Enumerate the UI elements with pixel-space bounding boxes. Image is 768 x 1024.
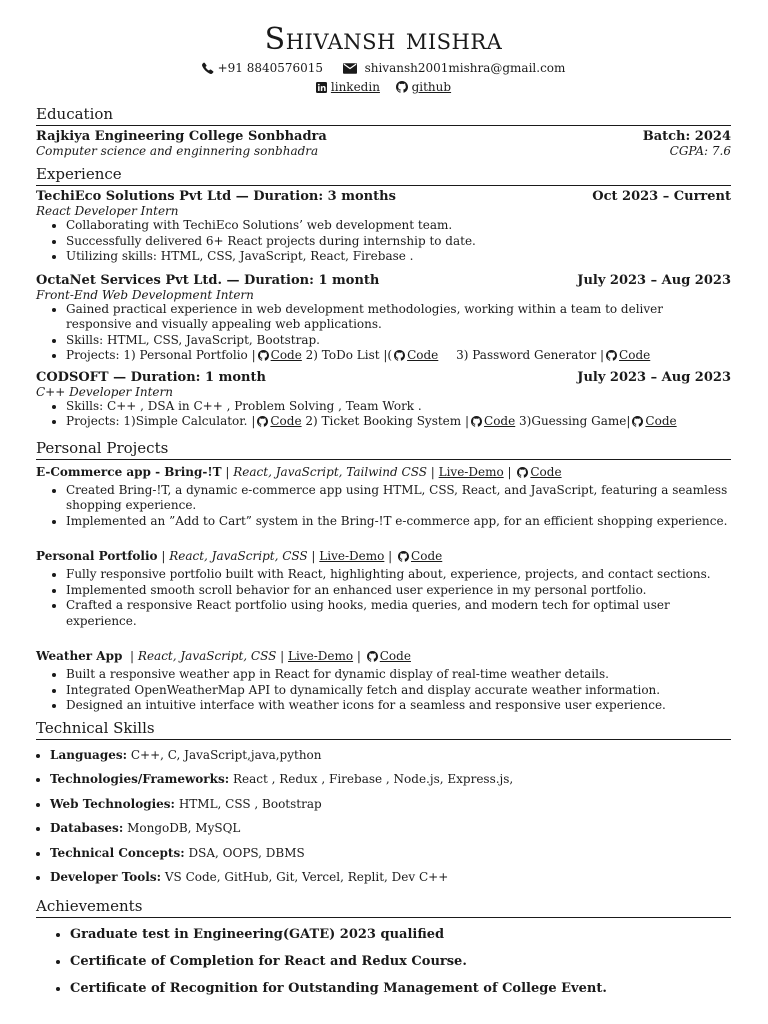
- github-icon: [258, 350, 269, 366]
- job-entry: [36, 370, 731, 432]
- job-bullets: [36, 302, 731, 366]
- education-entry: [36, 129, 731, 158]
- skill-value: HTML, CSS , Bootstrap: [178, 796, 322, 811]
- github-icon: [517, 465, 528, 483]
- job-bullets: [36, 218, 731, 265]
- list-item: • Fully responsive portfolio built with React, highlighting about, experience, projects, and contact sections.: [66, 567, 731, 583]
- achievements-list: [36, 921, 731, 1002]
- github-icon: [398, 549, 409, 567]
- skill-label: Languages:: [50, 747, 128, 762]
- list-item: [50, 841, 731, 866]
- github-icon: [257, 416, 268, 432]
- list-item: • Gained practical experience in web development methodologies, working within a team to deliver responsive and visually appealing web applications.: [66, 302, 731, 333]
- code-link[interactable]: Code: [379, 649, 411, 663]
- phone-icon: [202, 62, 214, 79]
- live-demo-link[interactable]: Live-Demo: [319, 549, 385, 563]
- list-item: [50, 743, 731, 768]
- section-projects-heading: Personal Projects: [36, 438, 731, 460]
- project-entry: E-Commerce app - Bring-!T | React, JavaScript, Tailwind CSS | Live-Demo | Code • Created Bring-!T, a dynamic e-commerce app using HTML, CSS, React, and JavaScript, featuring a seamless shopping experience. • Implemented an ”Add to Cart” system in the Bring-!T e-commerce app, for an efficient shopping experience.: [36, 463, 731, 530]
- project-stack: React, JavaScript, CSS: [137, 649, 277, 663]
- list-item: • Graduate test in Engineering(GATE) 2023 qualified: [70, 921, 731, 948]
- job-entry: [36, 273, 731, 366]
- github-icon: [396, 81, 408, 98]
- list-item: • Certificate of Recognition for Outstanding Management of College Event.: [70, 975, 731, 1002]
- projects-text: 3)Guessing Game|: [519, 414, 631, 428]
- skill-label: Databases:: [50, 821, 124, 835]
- job-entry: [36, 189, 731, 265]
- live-demo-link[interactable]: Live-Demo: [288, 649, 354, 663]
- skill-label: Technologies/Frameworks:: [50, 772, 230, 786]
- project-name: Weather App: [36, 649, 123, 663]
- linkedin-icon: [316, 81, 327, 98]
- skill-value: DSA, OOPS, DBMS: [188, 845, 305, 860]
- projects-text: Projects: 1) Personal Portfolio |: [66, 348, 256, 362]
- job-bullets: [36, 399, 731, 432]
- skill-label: Developer Tools:: [50, 870, 162, 884]
- envelope-icon: [343, 62, 357, 79]
- skill-value: C++, C, JavaScript,java,python: [130, 747, 322, 762]
- project-bullets: [36, 483, 731, 530]
- job-dates: July 2023 – Aug 2023: [577, 272, 731, 288]
- project-stack: React, JavaScript, CSS: [169, 549, 308, 563]
- code-link[interactable]: Code: [270, 348, 302, 362]
- project-bullets: [36, 667, 731, 714]
- github-link[interactable]: github: [411, 80, 452, 94]
- code-link[interactable]: Code: [645, 414, 677, 428]
- list-item: • Designed an intuitive interface with weather icons for a seamless and responsive user experience.: [66, 698, 731, 714]
- project-stack: React, JavaScript, Tailwind CSS: [233, 464, 427, 479]
- list-item: • Created Bring-!T, a dynamic e-commerce app using HTML, CSS, React, and JavaScript, featuring a seamless shopping experience.: [66, 483, 731, 514]
- list-item: [50, 792, 731, 817]
- list-item: [66, 414, 731, 432]
- live-demo-link[interactable]: Live-Demo: [438, 464, 504, 479]
- section-achievements-heading: Achievements: [36, 896, 731, 918]
- job-dates: July 2023 – Aug 2023: [577, 369, 731, 385]
- project-bullets: [36, 567, 731, 629]
- code-link[interactable]: Code: [484, 414, 516, 428]
- section-experience-heading: Experience: [36, 164, 731, 186]
- list-item: [50, 865, 731, 890]
- section-skills-heading: Technical Skills: [36, 718, 731, 740]
- list-item: • Skills: C++ , DSA in C++ , Problem Solving , Team Work .: [66, 399, 731, 415]
- code-link[interactable]: Code: [619, 348, 651, 362]
- list-item: • Built a responsive weather app in React for dynamic display of real-time weather details.: [66, 667, 731, 683]
- college-name: Rajkiya Engineering College Sonbhadra: [36, 129, 327, 144]
- projects-text: Projects: 1)Simple Calculator. |: [66, 414, 256, 428]
- job-role: Front-End Web Development Intern: [36, 287, 254, 302]
- job-company: OctaNet Services Pvt Ltd. — Duration: 1 month: [36, 272, 380, 288]
- degree: Computer science and enginnering sonbhadra: [36, 144, 319, 158]
- skill-value: React , Redux , Firebase , Node.js, Express.js,: [232, 772, 514, 786]
- list-item: • Crafted a responsive React portfolio using hooks, media queries, and modern tech for optimal user experience.: [66, 598, 731, 629]
- list-item: • Implemented smooth scroll behavior for an enhanced user experience in my personal portfolio.: [66, 583, 731, 599]
- list-item: • Successfully delivered 6+ React projects during internship to date.: [66, 234, 731, 250]
- skill-value: MongoDB, MySQL: [127, 821, 241, 835]
- list-item: • Implemented an ”Add to Cart” system in the Bring-!T e-commerce app, for an efficient shopping experience.: [66, 514, 731, 530]
- cgpa: CGPA: 7.6: [669, 144, 731, 158]
- project-name: E-Commerce app - Bring-!T: [36, 464, 222, 479]
- list-item: [50, 816, 731, 841]
- job-dates: Oct 2023 – Current: [592, 189, 731, 204]
- job-role: React Developer Intern: [36, 204, 179, 218]
- batch: Batch: 2024: [642, 129, 731, 144]
- projects-text: 3) Password Generator |: [456, 348, 605, 362]
- github-icon: [471, 416, 482, 432]
- job-role: C++ Developer Intern: [36, 384, 173, 399]
- github-icon: [394, 350, 405, 366]
- candidate-name: Shivansh mishra: [264, 22, 503, 57]
- code-link[interactable]: Code: [270, 414, 302, 428]
- phone-number: +91 8840576015: [217, 61, 324, 75]
- list-item: • Collaborating with TechiEco Solutions’ web development team.: [66, 218, 731, 234]
- list-item: • Certificate of Completion for React and Redux Course.: [70, 948, 731, 975]
- github-icon: [606, 350, 617, 366]
- section-education-heading: Education: [36, 104, 731, 126]
- skill-label: Technical Concepts:: [50, 845, 185, 860]
- list-item: • Integrated OpenWeatherMap API to dynamically fetch and display accurate weather information.: [66, 683, 731, 699]
- code-link[interactable]: Code: [407, 348, 439, 362]
- skill-label: Web Technologies:: [50, 796, 175, 811]
- skills-list: [36, 743, 731, 890]
- job-company: TechiEco Solutions Pvt Ltd — Duration: 3 months: [36, 189, 396, 204]
- email-address[interactable]: shivansh2001mishra@gmail.com: [364, 61, 566, 75]
- project-entry: Weather App | React, JavaScript, CSS | Live-Demo | Code • Built a responsive weather app in React for dynamic display of real-time weather details. • Integrated OpenWeatherMap API to dynamically fetch and display accurate weather information. • Designed an intuitive interface with weather icons for a seamless and responsive user experience.: [36, 647, 731, 714]
- project-name: Personal Portfolio: [36, 549, 158, 563]
- github-icon: [367, 649, 378, 667]
- list-item: • Utilizing skills: HTML, CSS, JavaScript, React, Firebase .: [66, 249, 731, 265]
- code-link[interactable]: Code: [530, 464, 562, 479]
- resume-page: [36, 18, 731, 1002]
- linkedin-link[interactable]: linkedin: [330, 80, 380, 94]
- projects-text: 2) ToDo List |(: [305, 348, 393, 362]
- list-item: [50, 767, 731, 792]
- list-item: [66, 348, 731, 366]
- code-link[interactable]: Code: [411, 549, 443, 563]
- project-entry: Personal Portfolio | React, JavaScript, CSS | Live-Demo | Code • Fully responsive portfolio built with React, highlighting about, experience, projects, and contact sections. • Implemented smooth scroll behavior for an enhanced user experience in my personal portfolio. • Crafted a responsive React portfolio using hooks, media queries, and modern tech for optimal user experience.: [36, 547, 731, 629]
- github-icon: [632, 416, 643, 432]
- projects-text: 2) Ticket Booking System |: [305, 414, 470, 428]
- skill-value: VS Code, GitHub, Git, Vercel, Replit, Dev C++: [164, 870, 449, 884]
- job-company: CODSOFT — Duration: 1 month: [36, 369, 266, 385]
- list-item: • Skills: HTML, CSS, JavaScript, Bootstrap.: [66, 333, 731, 349]
- contact-line: [36, 60, 731, 98]
